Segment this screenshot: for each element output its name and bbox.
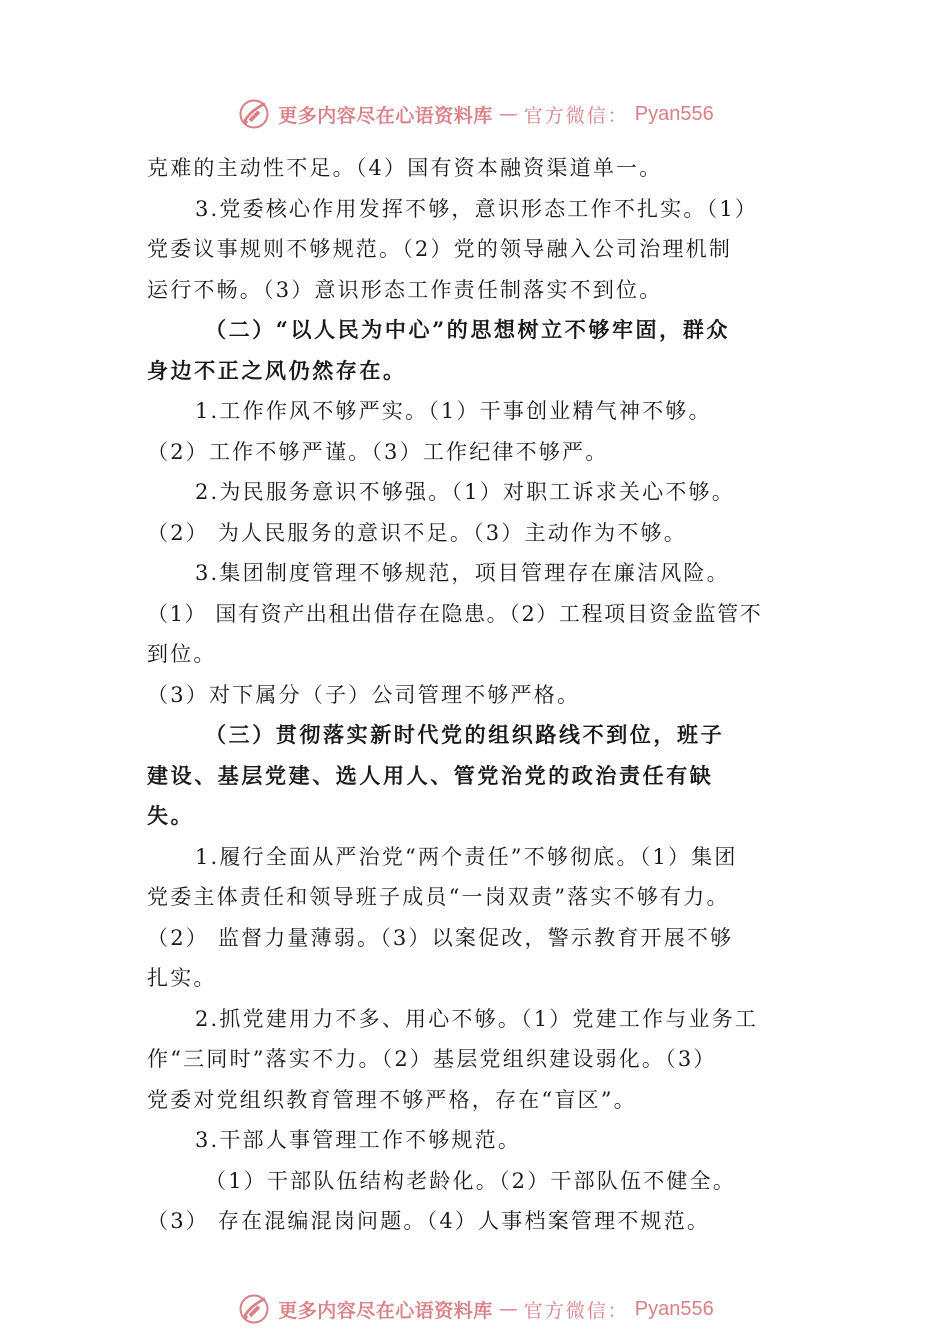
brand-text: 更多内容尽在心语资料库 bbox=[278, 104, 493, 127]
document-body bbox=[147, 148, 817, 1242]
section-heading: 身边不正之风仍然存在。 bbox=[147, 357, 407, 383]
text-line: 作“三同时”落实不力。（2）基层党组织建设弱化。（3） bbox=[147, 1047, 717, 1071]
text-line: （1）干部队伍结构老龄化。（2）干部队伍不健全。 bbox=[205, 1168, 737, 1193]
brand-text: 更多内容尽在心语资料库 bbox=[278, 1299, 493, 1322]
text-line: 运行不畅。（3）意识形态工作责任制落实不到位。 bbox=[147, 277, 663, 302]
text-line: 到位。 bbox=[147, 642, 217, 666]
logo-icon bbox=[236, 1291, 272, 1327]
header-banner bbox=[0, 94, 950, 134]
logo-icon bbox=[236, 96, 272, 132]
banner-separator: — bbox=[498, 103, 518, 125]
wechat-id: Pyan556 bbox=[634, 1297, 714, 1320]
text-line: 1.工作作风不够严实。（1）干事创业精气神不够。 bbox=[195, 399, 712, 423]
text-line: 3.党委核心作用发挥不够，意识形态工作不扎实。（1） bbox=[195, 196, 759, 221]
banner-separator: — bbox=[498, 1298, 518, 1320]
text-line: （1） 国有资产出租出借存在隐患。（2）工程项目资金监管不 bbox=[147, 601, 763, 626]
text-line: 克难的主动性不足。（4）国有资本融资渠道单一。 bbox=[147, 156, 663, 180]
text-line: 2.抓党建用力不多、用心不够。（1）党建工作与业务工 bbox=[195, 1006, 759, 1031]
text-line: （2） 监督力量薄弱。（3）以案促改，警示教育开展不够 bbox=[147, 925, 734, 950]
wechat-id: Pyan556 bbox=[634, 102, 714, 125]
wechat-label: 官方微信： bbox=[523, 104, 629, 127]
text-line: 党委议事规则不够规范。（2）党的领导融入公司治理机制 bbox=[147, 237, 733, 261]
text-line: 1.履行全面从严治党“两个责任”不够彻底。（1）集团 bbox=[195, 844, 738, 869]
text-line: 扎实。 bbox=[147, 966, 217, 990]
wechat-label: 官方微信： bbox=[523, 1299, 629, 1322]
footer-banner bbox=[0, 1289, 950, 1329]
text-line: 党委对党组织教育管理不够严格，存在“盲区”。 bbox=[147, 1087, 637, 1112]
section-heading: 失。 bbox=[147, 803, 195, 828]
text-line: （2） 为人民服务的意识不足。（3）主动作为不够。 bbox=[147, 520, 687, 545]
text-line: （3） 存在混编混岗问题。（4）人事档案管理不规范。 bbox=[147, 1209, 711, 1233]
section-heading: （二）“以人民为中心”的思想树立不够牢固，群众 bbox=[205, 317, 730, 342]
section-heading: （三）贯彻落实新时代党的组织路线不到位，班子 bbox=[205, 722, 725, 747]
section-heading: 建设、基层党建、选人用人、管党治党的政治责任有缺 bbox=[147, 762, 714, 788]
text-line: 党委主体责任和领导班子成员“一岗双责”落实不够有力。 bbox=[147, 885, 730, 909]
text-line: （3）对下属分（子）公司管理不够严格。 bbox=[147, 682, 581, 707]
text-line: 3.集团制度管理不够规范，项目管理存在廉洁风险。 bbox=[195, 561, 730, 585]
text-line: 2.为民服务意识不够强。（1）对职工诉求关心不够。 bbox=[195, 480, 735, 504]
text-line: 3.干部人事管理工作不够规范。 bbox=[195, 1128, 522, 1152]
text-line: （2）工作不够严谨。（3）工作纪律不够严。 bbox=[147, 439, 609, 464]
